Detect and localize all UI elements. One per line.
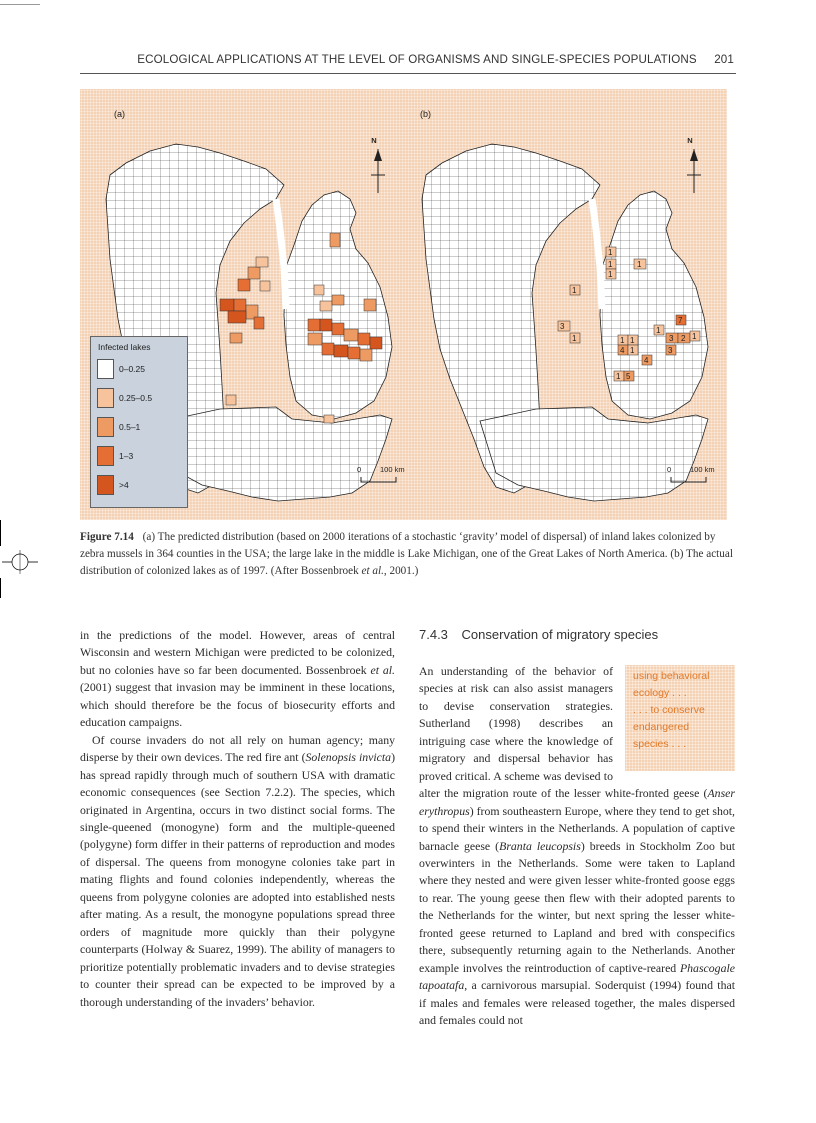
species-name: Solenopsis invicta <box>305 750 392 765</box>
text-run: Of course invaders do not all rely on human agency; many disperse by their own devices. The red fire ant ( <box>80 732 395 765</box>
legend-label: >4 <box>119 480 129 490</box>
page-number: 201 <box>714 53 734 66</box>
text-run: , a carnivorous marsupial. Soderquist (1994) found that if males and females were released together, the males dispersed and females could not <box>419 978 735 1028</box>
margin-note-line: using behavioral <box>633 670 710 682</box>
figure-label: Figure 7.14 <box>80 531 134 543</box>
figure-caption <box>80 529 740 580</box>
north-label: N <box>371 136 377 145</box>
count-label: 1 <box>608 270 613 279</box>
legend-title: Infected lakes <box>98 342 151 352</box>
legend-label: 0.5–1 <box>119 422 141 432</box>
legend-swatch <box>97 446 114 466</box>
running-head-title: ECOLOGICAL APPLICATIONS AT THE LEVEL OF ORGANISMS AND SINGLE-SPECIES POPULATIONS <box>137 53 697 66</box>
count-label: 5 <box>626 372 631 381</box>
legend-swatch <box>97 417 114 437</box>
legend-swatch <box>97 475 114 495</box>
caption-end: , 2001.) <box>383 565 419 577</box>
map-b <box>422 144 708 501</box>
legend-item <box>97 359 145 379</box>
paragraph <box>80 732 395 1011</box>
text-run: An understanding of the behavior of species at risk can also assist managers to devise conservation strategies. Sutherland (1998) describes an intriguing case where the knowledge of migratory and dispersal behavior has proved critical. A scheme was devised to alter the migration route of the lesser white-fronted geese ( <box>419 664 708 801</box>
section-title: Conservation of migratory species <box>461 627 659 642</box>
caption-part-a: (a) The predicted distribution (based on 2000 iterations of a stochastic ‘gravity’ model of dispersal) of inland lakes colonized by zebra mussels in 364 counties in the USA; the large lake in the middle is Lake Michigan, one of the Great Lakes of North America. <box>80 531 716 560</box>
count-label: 1 <box>637 260 642 269</box>
legend-label: 1–3 <box>119 451 134 461</box>
figure-panel <box>80 89 727 520</box>
legend-label: 0.25–0.5 <box>119 393 153 403</box>
count-label: 1 <box>572 334 577 343</box>
text-run: ) breeds in Stockholm Zoo but overwinters in the Netherlands. Some were taken to Lapland where they nested and were given lesser white-fronted goose eggs to rear. The young geese then flew with their adopted parents to the Netherlands for the winter, but next spring the lesser white-fronted geese returned to Lapland and bred with conspecifics there, subsequently returning again to the Netherlands. Another example involves the reintroduction of captive-reared <box>419 838 735 975</box>
count-label: 1 <box>608 260 613 269</box>
species-name: Branta leucopsis <box>499 838 581 853</box>
count-label: 3 <box>669 334 674 343</box>
species-name: Phascogale tapoatafa <box>419 960 735 993</box>
scale-zero: 0 <box>357 465 362 474</box>
left-column <box>80 627 395 1011</box>
count-label: 4 <box>620 346 625 355</box>
running-head <box>137 53 734 66</box>
crop-mark <box>0 0 40 5</box>
right-column <box>419 663 735 1030</box>
north-arrow-b <box>687 136 701 193</box>
count-label: 1 <box>616 372 621 381</box>
legend-item <box>97 446 133 466</box>
header-rule <box>80 73 736 74</box>
panel-b-label: (b) <box>420 109 431 119</box>
margin-note <box>625 665 735 771</box>
legend-item <box>97 417 140 437</box>
count-label: 1 <box>608 248 613 257</box>
section-heading <box>419 627 658 642</box>
legend-item <box>97 388 152 408</box>
margin-note-line: endangered <box>633 721 690 733</box>
count-label: 1 <box>630 336 635 345</box>
legend-swatch <box>97 359 114 379</box>
species-name: Anser erythropus <box>419 786 735 818</box>
margin-note-line: . . . to conserve <box>633 704 705 716</box>
scale-zero: 0 <box>667 465 672 474</box>
margin-note-line: ecology . . . <box>633 687 687 699</box>
legend-swatch <box>97 388 114 408</box>
legend-label: 0–0.25 <box>119 364 145 374</box>
count-label: 1 <box>630 346 635 355</box>
count-label: 2 <box>681 334 686 343</box>
count-label: 4 <box>644 356 649 365</box>
crop-line <box>0 520 1 546</box>
caption-part-b: (b) The actual distribution of colonized lakes as of 1997. (After Bossenbroek <box>80 548 733 577</box>
map-legend <box>90 336 188 508</box>
registration-mark <box>2 550 38 574</box>
count-label: 3 <box>560 322 565 331</box>
text-run: ) from southeastern Europe, where they tend to get shot, to spend their winters in the Netherlands. A population of captive barnacle geese ( <box>419 803 735 853</box>
panel-a-label: (a) <box>114 109 125 119</box>
legend-item <box>97 475 129 495</box>
count-label: 1 <box>620 336 625 345</box>
text-italic: et al. <box>370 662 396 677</box>
scale-label: 100 km <box>690 465 715 474</box>
margin-note-line: species . . . <box>633 738 687 750</box>
paragraph <box>80 627 395 732</box>
count-label: 7 <box>678 316 683 325</box>
text-run: in the predictions of the model. However, areas of central Wisconsin and western Michigan were predicted to be colonized, but no colonies have so far been documented. Bossenbroek <box>80 628 395 677</box>
crop-line <box>0 578 1 598</box>
text-run: (2001) suggest that invasion may be imminent in these locations, which should therefore be the focus of biosecurity efforts and education campaigns. <box>80 680 395 730</box>
section-number: 7.4.3 <box>419 627 448 642</box>
north-label: N <box>687 136 693 145</box>
count-label: 1 <box>692 332 697 341</box>
count-label: 1 <box>656 326 661 335</box>
count-label: 1 <box>572 286 577 295</box>
text-run: ) has spread rapidly through much of southern USA with dramatic economic consequences (see Section 7.2.2). The species, which originated in Argentina, occurs in two distinct social forms. The single-queened (monogyne) form and the multiple-queened (polygyne) form differ in their patterns of reproduction and modes of dispersal. The queens from monogyne colonies take part in mating flights and found colonies independently, whereas the queens from polygyne colonies are adopted into established nests after mating. As a result, the monogyne populations spread three orders of magnitude more quickly than their polygyne counterparts (Holway & Suarez, 1999). The ability of managers to prioritize potentially problematic invaders and to devise strategies to counter their spread can be expected to be improved by a thorough understanding of the invaders’ behavior. <box>80 750 395 1009</box>
count-label: 3 <box>668 346 673 355</box>
north-arrow-a <box>371 136 385 193</box>
scale-label: 100 km <box>380 465 405 474</box>
caption-etal: et al. <box>361 565 384 577</box>
